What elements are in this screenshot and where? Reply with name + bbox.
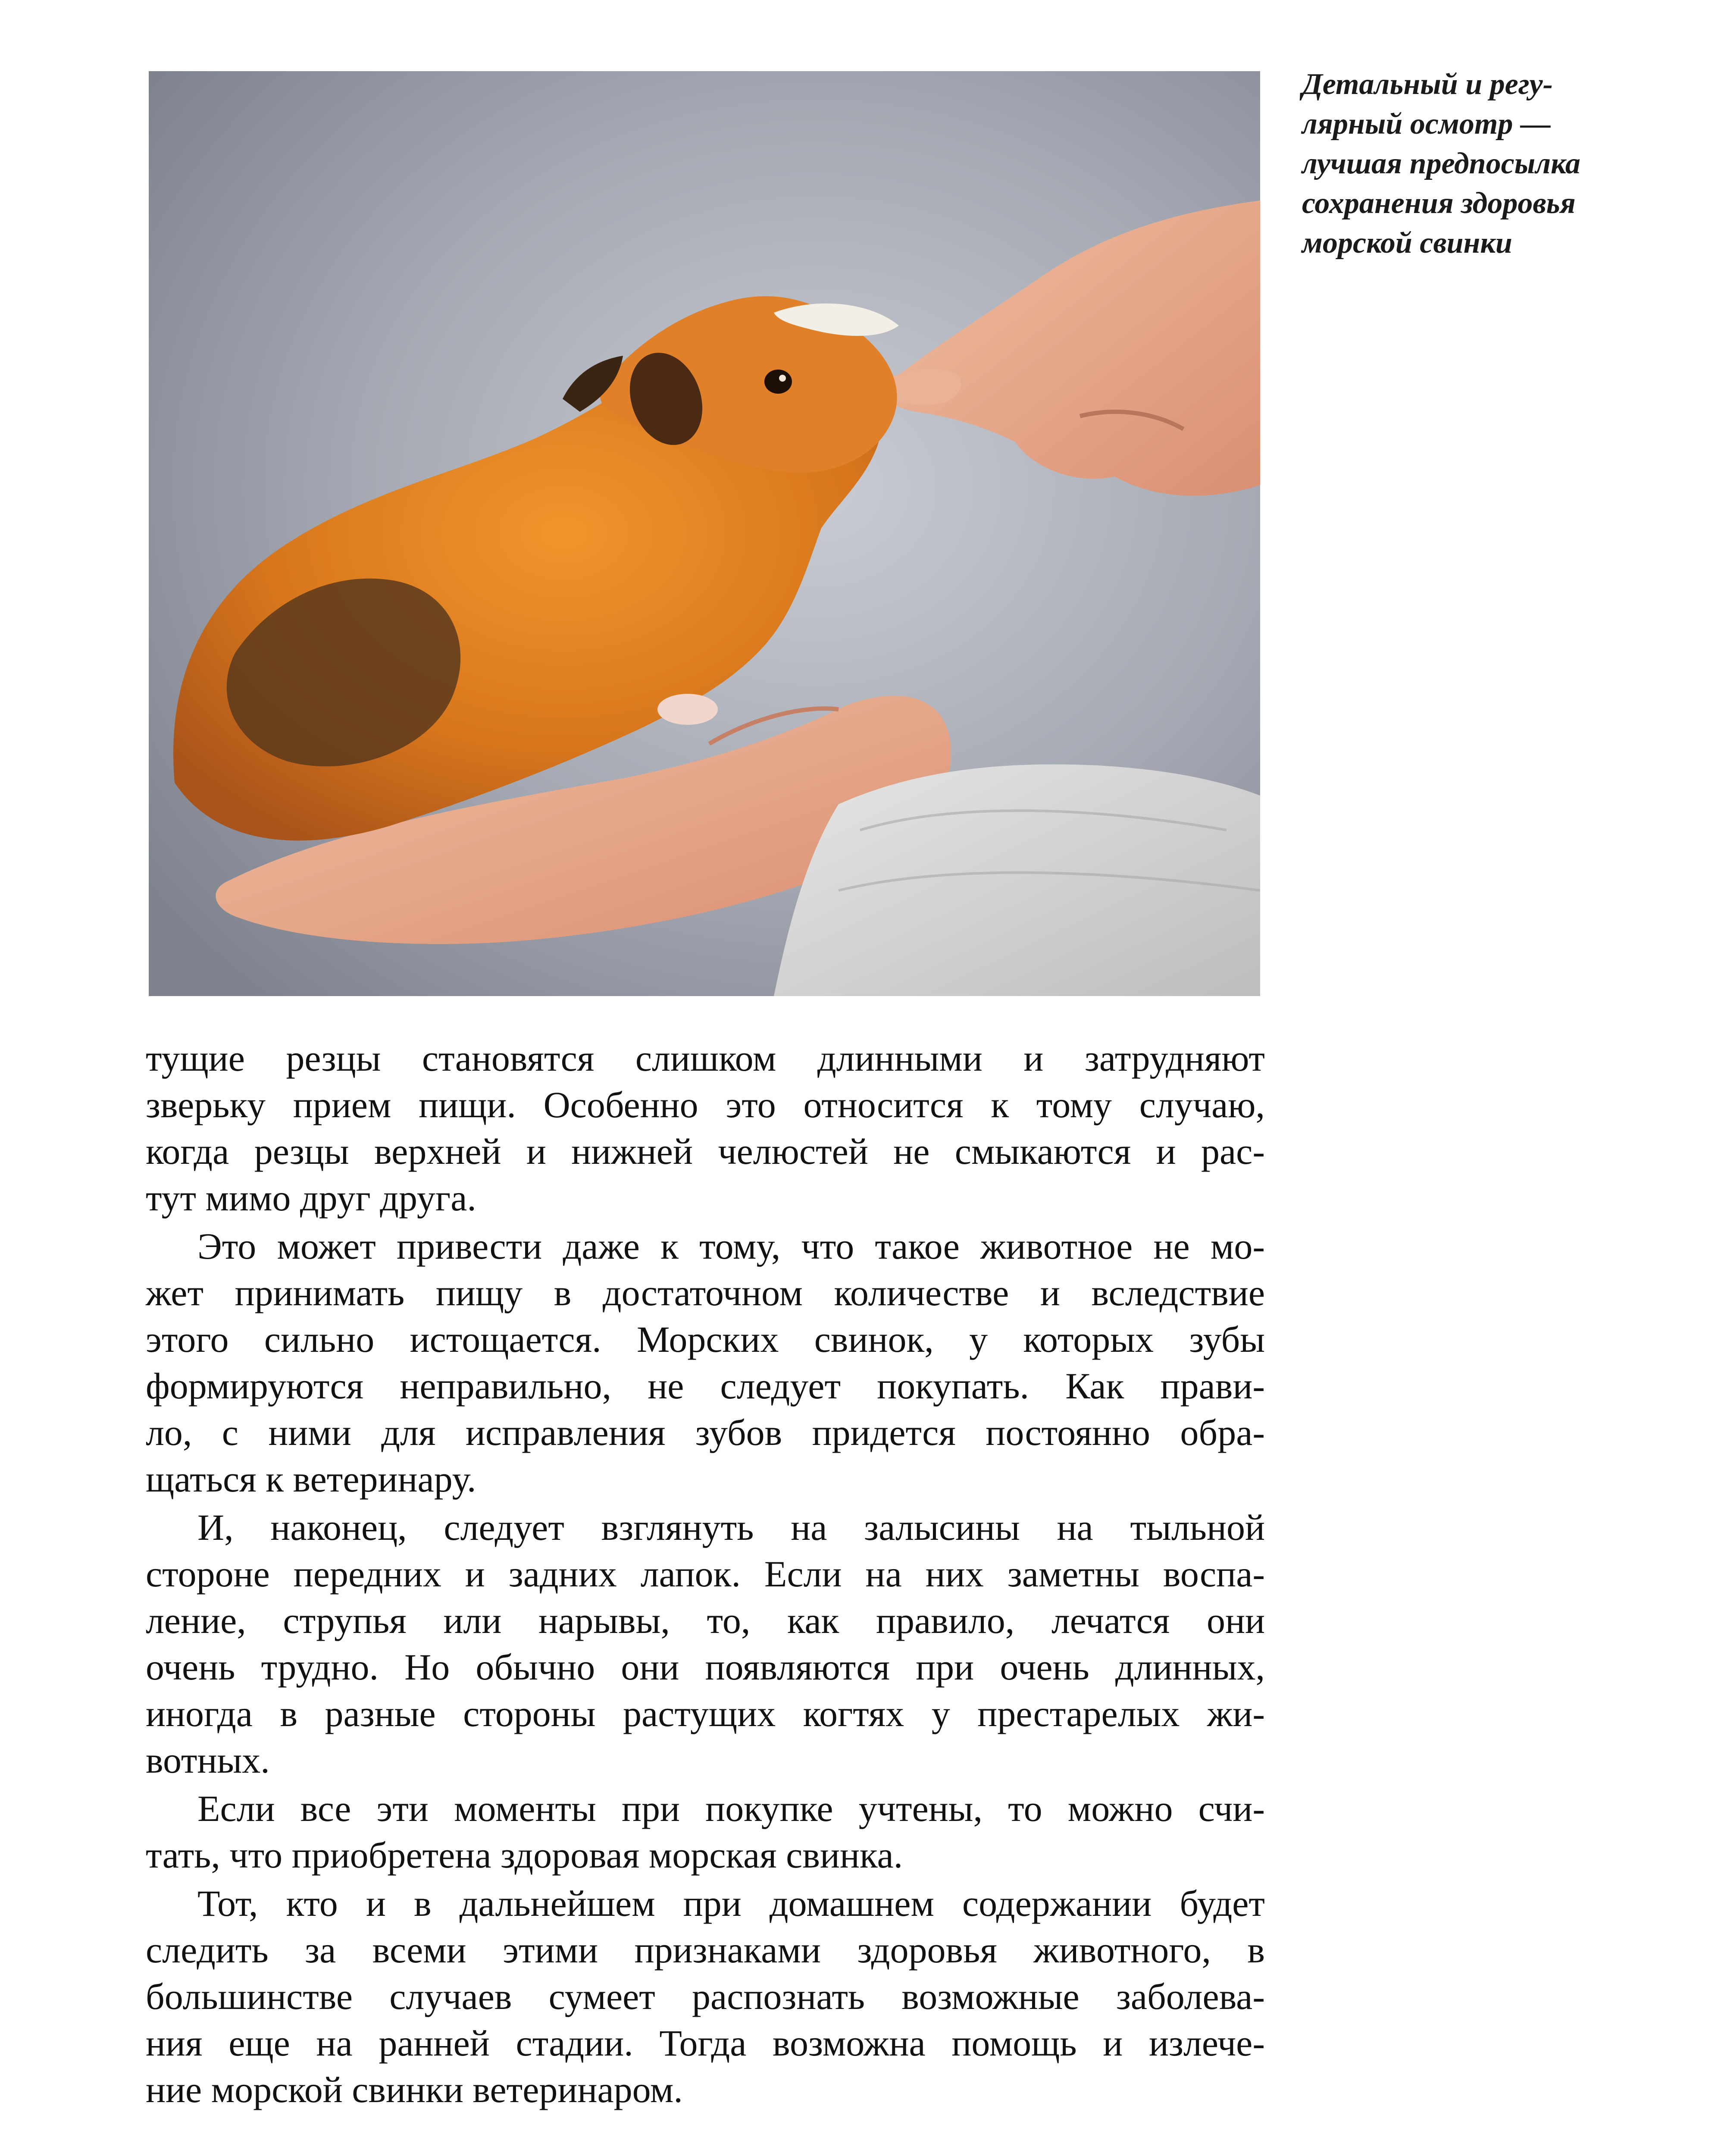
text-line: когда резцы верхней и нижней челюстей не смыкаются и рас- bbox=[146, 1131, 1265, 1172]
caption-line: лучшая предпосылка bbox=[1302, 147, 1580, 180]
text-line: ния еще на ранней стадии. Тогда возможна помощь и излече- bbox=[146, 2022, 1265, 2064]
text-line: ло, с ними для исправления зубов придется постоянно обра- bbox=[146, 1412, 1265, 1453]
text-line: тущие резцы становятся слишком длинными и затрудняют bbox=[146, 1037, 1265, 1079]
text-line: вотных. bbox=[146, 1739, 270, 1781]
text-line: жет принимать пищу в достаточном количестве и вследствие bbox=[146, 1272, 1265, 1313]
caption-line: сохранения здоровья bbox=[1302, 187, 1576, 220]
text-line: иногда в разные стороны растущих когтях у престарелых жи- bbox=[146, 1693, 1265, 1734]
text-line: большинстве случаев сумеет распознать возможные заболева- bbox=[146, 1976, 1265, 2017]
text-line: стороне передних и задних лапок. Если на них заметны воспа- bbox=[146, 1553, 1265, 1595]
text-line: щаться к ветеринару. bbox=[146, 1458, 476, 1500]
caption-line: Детальный и регу- bbox=[1302, 68, 1553, 101]
text-line: И, наконец, следует взглянуть на залысины на тыльной bbox=[197, 1507, 1265, 1548]
caption-line: морской свинки bbox=[1302, 226, 1512, 260]
caption-line: лярный осмотр — bbox=[1302, 107, 1551, 141]
paragraph bbox=[146, 1223, 1265, 1502]
text-line: тут мимо друг друга. bbox=[146, 1177, 476, 1219]
text-line: очень трудно. Но обычно они появляются при очень длинных, bbox=[146, 1646, 1265, 1688]
text-line: тать, что приобретена здоровая морская свинка. bbox=[146, 1834, 903, 1876]
text-line: ление, струпья или нарывы, то, как правило, лечатся они bbox=[146, 1600, 1265, 1641]
text-line: следить за всеми этими признаками здоровья животного, в bbox=[146, 1929, 1265, 1971]
text-line: зверьку прием пищи. Особенно это относится к тому случаю, bbox=[146, 1084, 1265, 1125]
paragraph bbox=[146, 1035, 1265, 1221]
text-line: Это может привести даже к тому, что такое животное не мо- bbox=[197, 1225, 1265, 1267]
paragraph bbox=[146, 1504, 1265, 1783]
text-line: ние морской свинки ветеринаром. bbox=[146, 2069, 683, 2110]
photo-caption bbox=[1302, 65, 1707, 263]
body-text bbox=[146, 1035, 1265, 2115]
paragraph bbox=[146, 1785, 1265, 1878]
text-line: Тот, кто и в дальнейшем при домашнем содержании будет bbox=[197, 1883, 1265, 1924]
text-line: формируются неправильно, не следует покупать. Как прави- bbox=[146, 1365, 1265, 1407]
text-line: этого сильно истощается. Морских свинок, у которых зубы bbox=[146, 1319, 1265, 1360]
paragraph bbox=[146, 1880, 1265, 2113]
text-line: Если все эти моменты при покупке учтены, то можно счи- bbox=[197, 1788, 1265, 1829]
guinea-pig-photo bbox=[149, 71, 1260, 996]
